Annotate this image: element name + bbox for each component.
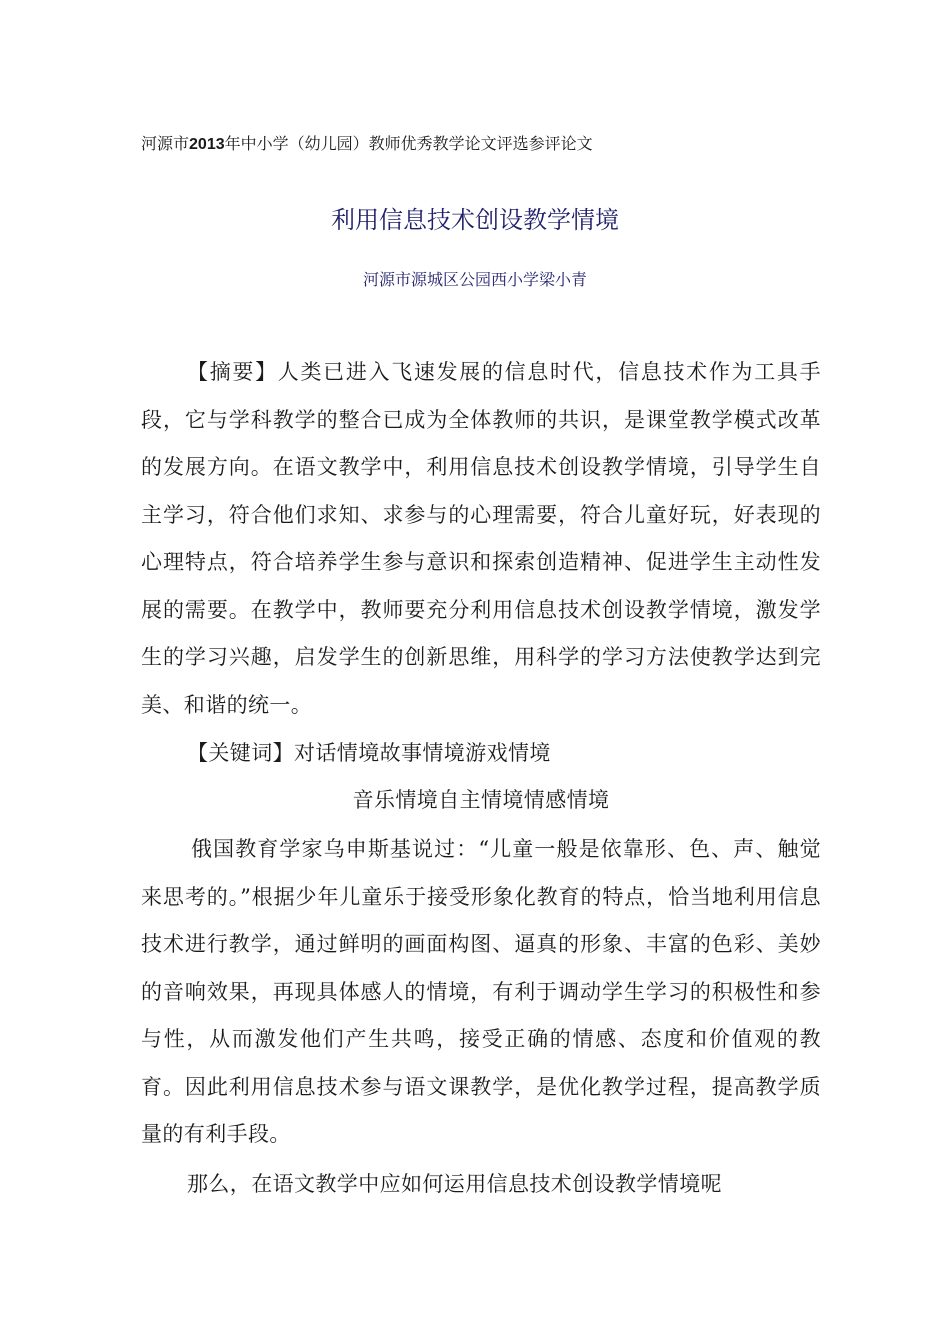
author-line: 河源市源城区公园西小学梁小青	[362, 270, 587, 289]
keywords-line-1: 【关键词】对话情境故事情境游戏情境	[187, 741, 551, 765]
body-paragraph-2: 那么，在语文教学中应如何运用信息技术创设教学情境呢	[187, 1172, 722, 1196]
header-suffix: 年中小学（幼儿园）教师优秀教学论文评选参评论文	[224, 134, 593, 153]
document-header	[141, 133, 593, 156]
header-year: 2013	[189, 136, 225, 153]
abstract-paragraph: 【摘要】人类已进入飞速发展的信息时代，信息技术作为工具手段，它与学科教学的整合已成为全体教师的共识，是课堂教学模式改革的发展方向。在语文教学中，利用信息技术创设教学情境，引导学生自主学习，符合他们求知、求参与的心理需要，符合儿童好玩，好表现的心理特点，符合培养学生参与意识和探索创造精神、促进学生主动性发展的需要。在教学中，教师要充分利用信息技术创设教学情境，激发学生的学习兴趣，启发学生的创新思维，用科学的学习方法使教学达到完美、和谐的统一。	[141, 360, 821, 717]
body-paragraph-1: 俄国教育学家乌申斯基说过：“儿童一般是依靠形、色、声、触觉来思考的。”根据少年儿童乐于接受形象化教育的特点，恰当地利用信息技术进行教学，通过鲜明的画面构图、逼真的形象、丰富的色彩、美妙的音响效果，再现具体感人的情境，有利于调动学生学习的积极性和参与性，从而激发他们产生共鸣，接受正确的情感、态度和价值观的教育。因此利用信息技术参与语文课教学，是优化教学过程，提高教学质量的有利手段。	[141, 837, 821, 1146]
paper-title: 利用信息技术创设教学情境	[331, 206, 619, 234]
keywords-line-2: 音乐情境自主情境情感情境	[352, 788, 610, 812]
header-prefix: 河源市	[141, 134, 190, 153]
